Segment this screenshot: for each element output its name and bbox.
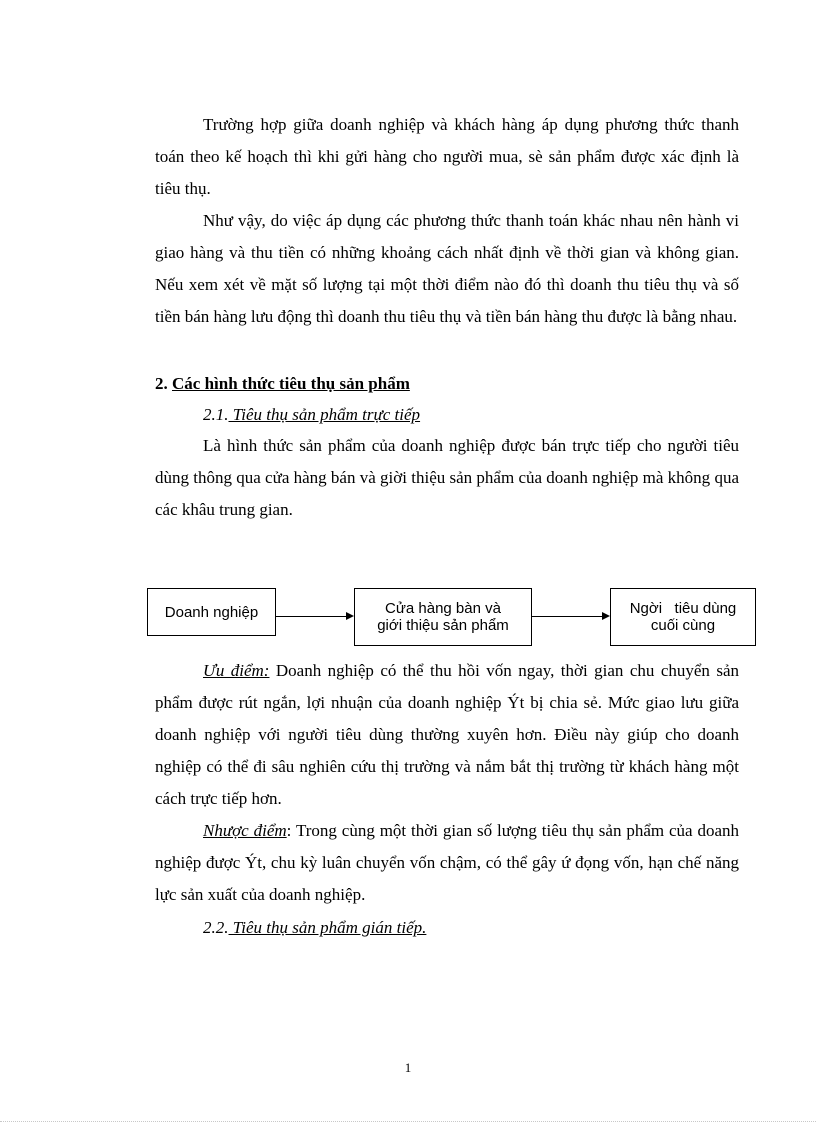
disadvantage-term: Nhược điểm [203, 821, 287, 840]
diagram-box-consumer [610, 588, 756, 646]
diagram-box-consumer-line2: cuối cùng [650, 617, 716, 634]
diagram-box-consumer-line1: Ngời tiêu dùng [629, 600, 737, 617]
disadvantage-text: : Trong cùng một thời gian số lượng tiêu thụ sản phẩm của doanh nghiệp được Ýt, chu kỳ luân chuyển vốn chậm, có thể gây ứ đọng vốn, hạn chế năng lực sản xuất của doanh nghiệp. [155, 821, 739, 904]
page-bottom-rule [0, 1121, 816, 1122]
advantage-term: Ưu điểm: [203, 661, 270, 680]
subheading-title: Tiêu thụ sản phẩm trực tiếp [228, 405, 421, 424]
paragraph-direct-sales-definition: Là hình thức sản phẩm của doanh nghiệp được bán trực tiếp cho người tiêu dùng thông qua cửa hàng bán và giời thiệu sản phẩm của doanh nghiệp mà không qua các khâu trung gian. [155, 436, 739, 519]
diagram-arrow-1 [276, 616, 346, 617]
advantage-text: Doanh nghiệp có thể thu hồi vốn ngay, thời gian chu chuyển sản phẩm được rút ngắn, lợi nhuận của doanh nghiệp Ýt bị chia sẻ. Mức giao lưu giữa doanh nghiệp với người tiêu dùng thường xuyên hơn. Điều này giúp cho doanh nghiệp có thể đi sâu nghiên cứu thị trường và nắm bắt thị trường từ khách hàng một cách trực tiếp hơn. [155, 661, 739, 808]
subheading-number: 2.2. [203, 918, 229, 937]
diagram-box-store-line2: giới thiệu sản phẩm [377, 617, 509, 634]
diagram-box-store [354, 588, 532, 646]
subheading-title: Tiêu thụ sản phẩm gián tiếp. [228, 918, 427, 937]
diagram-arrowhead-1 [346, 612, 354, 620]
diagram-arrowhead-2 [602, 612, 610, 620]
section-title: Các hình thức tiêu thụ sản phẩm [172, 374, 410, 393]
section-number: 2. [155, 374, 172, 393]
section-heading [155, 368, 410, 400]
page-number: 1 [404, 1060, 412, 1075]
subheading-indirect-sales [203, 912, 426, 944]
diagram-box-enterprise [147, 588, 276, 636]
paragraph-payment-methods: Như vậy, do việc áp dụng các phương thức thanh toán khác nhau nên hành vi giao hàng và thu tiền có những khoảng cách nhất định về thời gian và không gian. Nếu xem xét về mặt số lượng tại một thời điểm nào đó thì doanh thu tiêu thụ và số tiền bán hàng lưu động thì doanh thu tiêu thụ và tiền bán hàng thu được là bằng nhau. [155, 211, 739, 326]
subheading-direct-sales [203, 399, 420, 431]
diagram-box-store-line1: Cửa hàng bàn và [385, 600, 501, 617]
subheading-number: 2.1. [203, 405, 229, 424]
paragraph-payment-plan: Trường hợp giữa doanh nghiệp và khách hàng áp dụng phương thức thanh toán theo kế hoạch thì khi gửi hàng cho người mua, sè sản phẩm được xác định là tiêu thụ. [155, 115, 739, 198]
paragraph-disadvantages [155, 815, 739, 911]
diagram-arrow-2 [532, 616, 602, 617]
diagram-box-enterprise-label: Doanh nghiệp [164, 603, 259, 621]
paragraph-advantages [155, 655, 739, 815]
